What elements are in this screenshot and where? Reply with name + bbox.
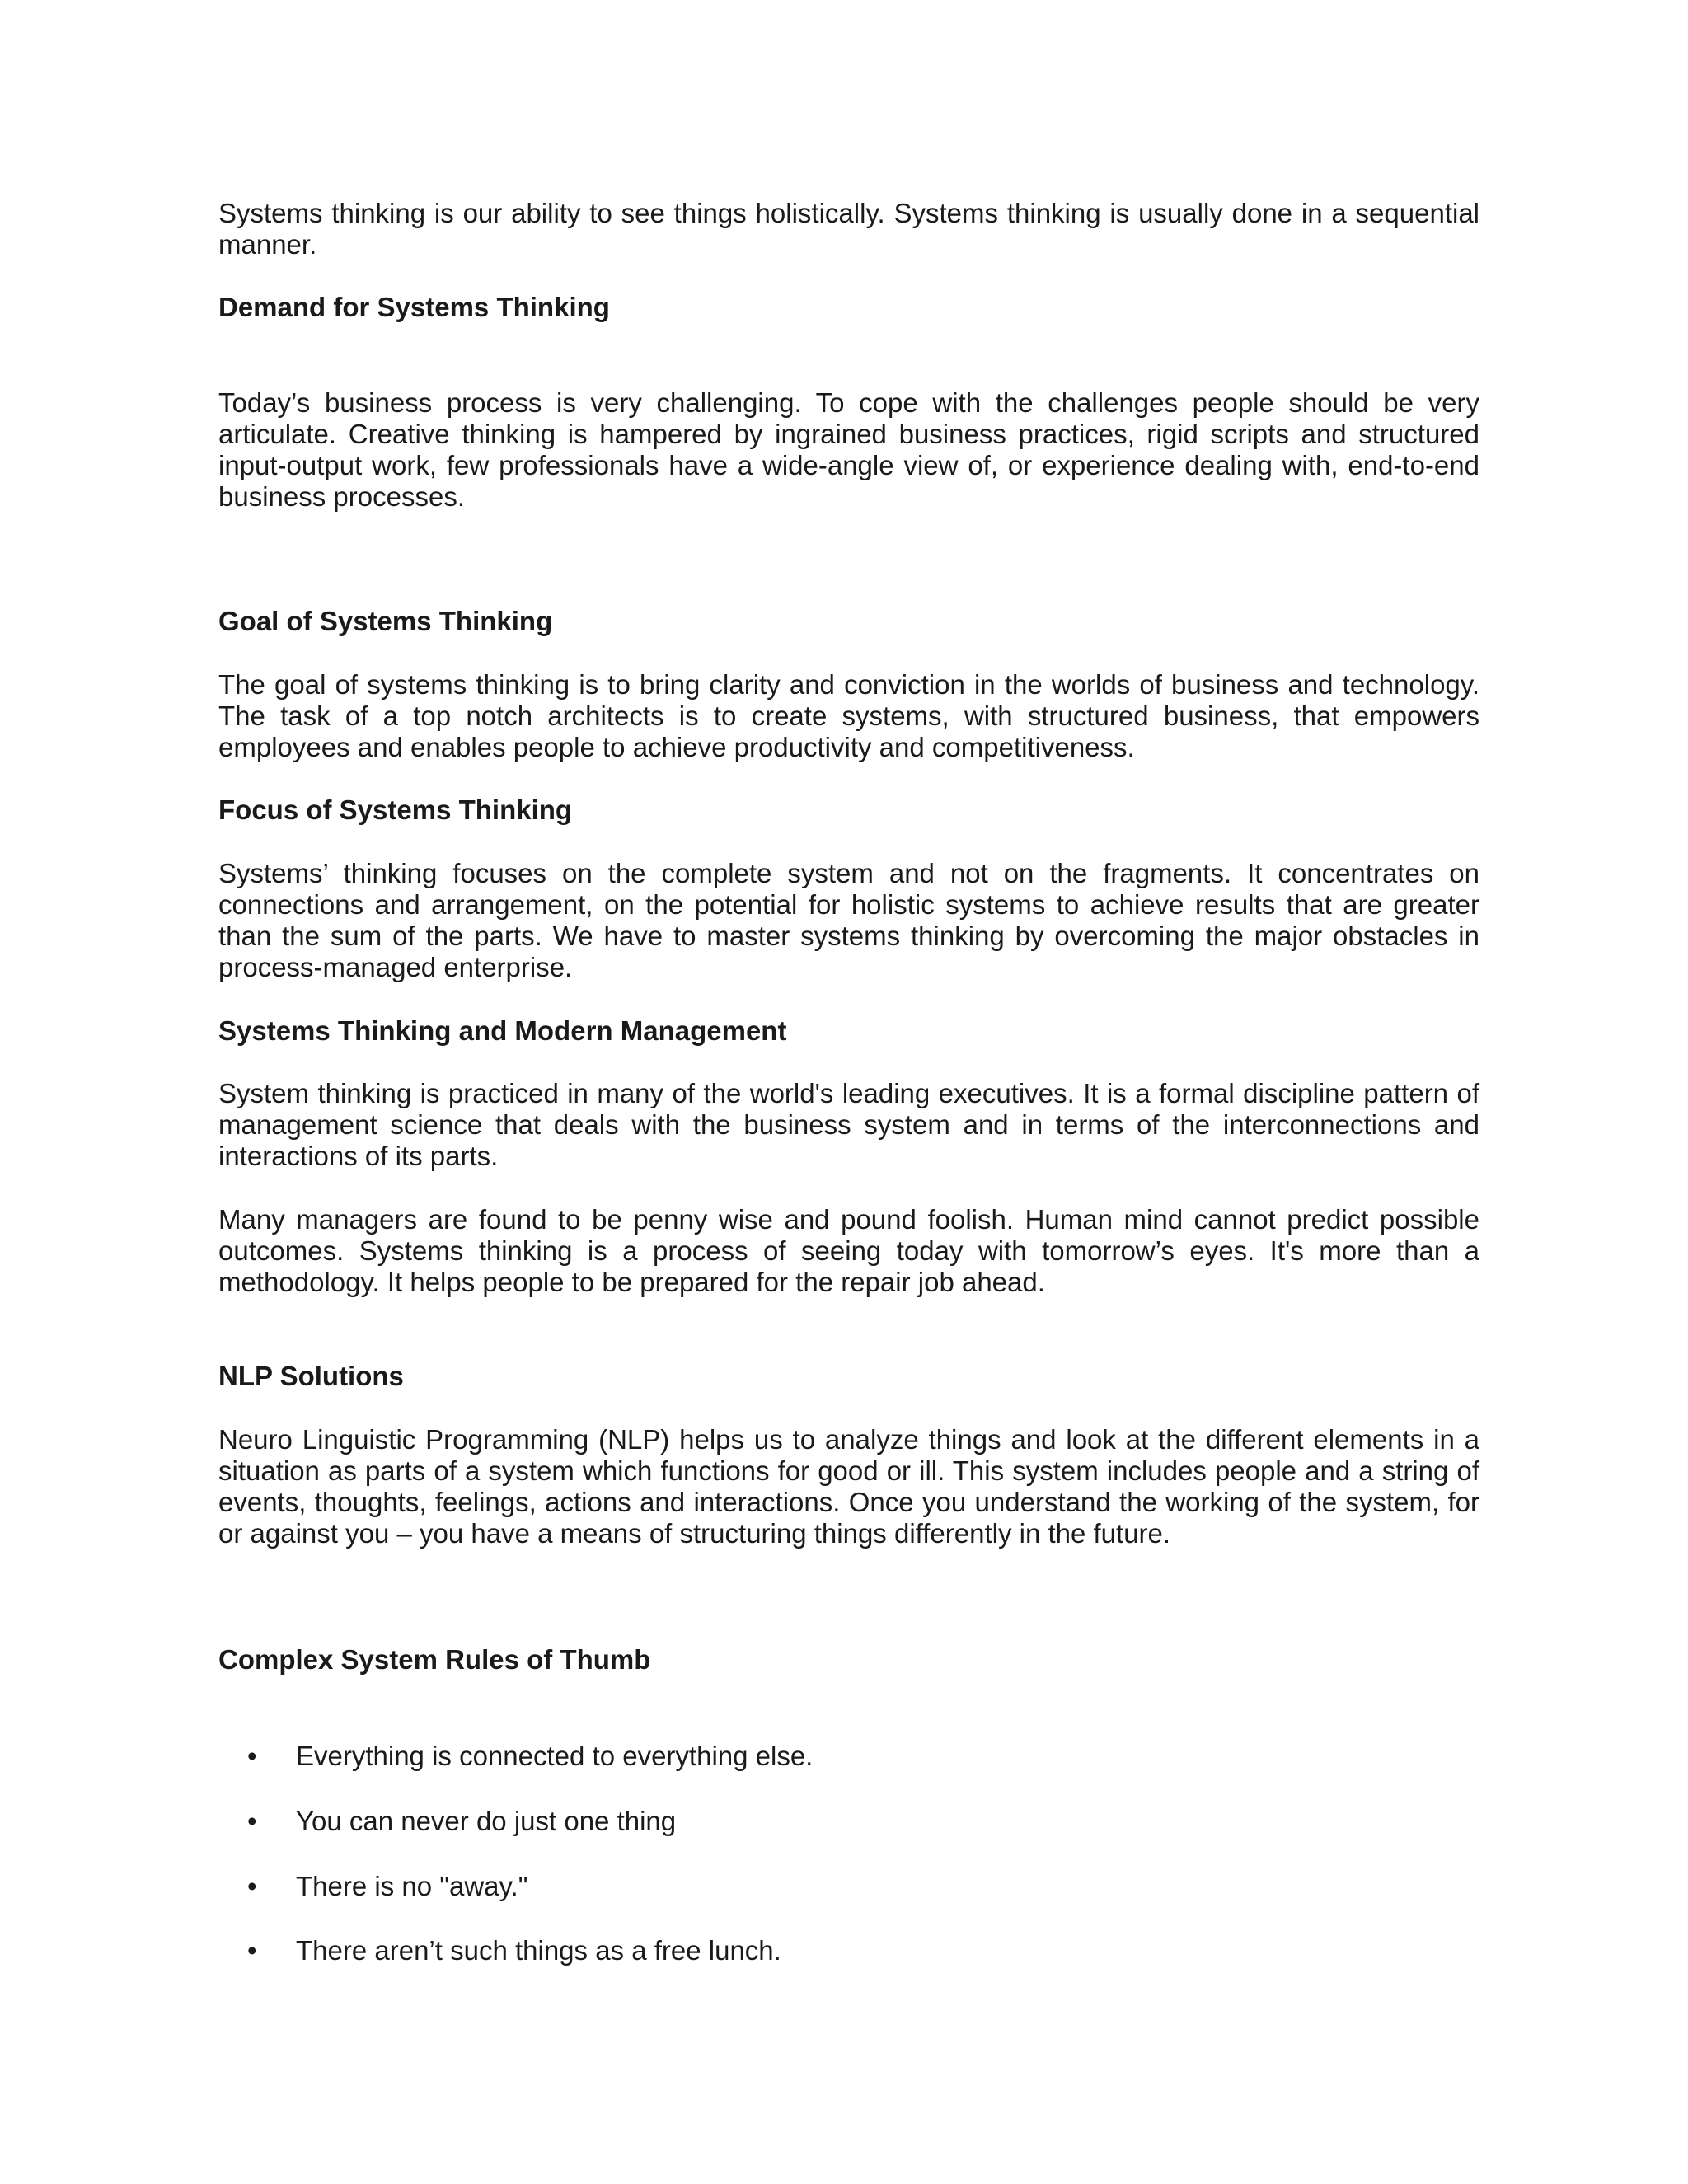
list-item-text: There aren’t such things as a free lunch. — [296, 1935, 781, 1966]
bullet-icon: • — [247, 1741, 257, 1771]
section-heading-modern-management: Systems Thinking and Modern Management — [218, 1015, 787, 1046]
goal-paragraph: The goal of systems thinking is to bring clarity and conviction in the worlds of business and technology. The task of a top notch architects is to create systems, with structured business, that empowers employees and enables people to achieve productivity and competitiveness. — [218, 669, 1479, 762]
section-heading-nlp: NLP Solutions — [218, 1361, 404, 1391]
bullet-icon: • — [247, 1935, 257, 1966]
list-item-text: You can never do just one thing — [296, 1806, 677, 1836]
focus-paragraph: Systems’ thinking focuses on the complete system and not on the fragments. It concentrates on connections and arrangement, on the potential for holistic systems to achieve results that are greater than the sum of the parts. We have to master systems thinking by overcoming the major obstacles in process-managed enterprise. — [218, 858, 1479, 982]
demand-paragraph: Today’s business process is very challenging. To cope with the challenges people should be very articulate. Creative thinking is hampered by ingrained business practices, rigid scripts and structured input-output work, few professionals have a wide-angle view of, or experience dealing with, end-to-end business processes. — [218, 387, 1479, 512]
nlp-paragraph: Neuro Linguistic Programming (NLP) helps us to analyze things and look at the different elements in a situation as parts of a system which functions for good or ill. This system includes people and a string of events, thoughts, feelings, actions and interactions. Once you understand the working of the system, for or against you – you have a means of structuring things differently in the future. — [218, 1424, 1479, 1549]
bullet-icon: • — [247, 1871, 257, 1901]
list-item-text: There is no "away." — [296, 1871, 528, 1901]
section-heading-rules-of-thumb: Complex System Rules of Thumb — [218, 1644, 651, 1675]
bullet-icon: • — [247, 1806, 257, 1836]
section-heading-goal: Goal of Systems Thinking — [218, 606, 553, 636]
modern-management-paragraph-2: Many managers are found to be penny wise and pound foolish. Human mind cannot predict possible outcomes. Systems thinking is a process of seeing today with tomorrow’s eyes. It's more than a methodology. It helps people to be prepared for the repair job ahead. — [218, 1204, 1479, 1297]
modern-management-paragraph-1: System thinking is practiced in many of the world's leading executives. It is a formal discipline pattern of management science that deals with the business system and in terms of the interconnections and interactions of its parts. — [218, 1078, 1479, 1171]
section-heading-demand: Demand for Systems Thinking — [218, 292, 610, 322]
section-heading-focus: Focus of Systems Thinking — [218, 794, 573, 825]
intro-paragraph: Systems thinking is our ability to see things holistically. Systems thinking is usually done in a sequential manner. — [218, 198, 1479, 260]
list-item-text: Everything is connected to everything else. — [296, 1741, 814, 1771]
